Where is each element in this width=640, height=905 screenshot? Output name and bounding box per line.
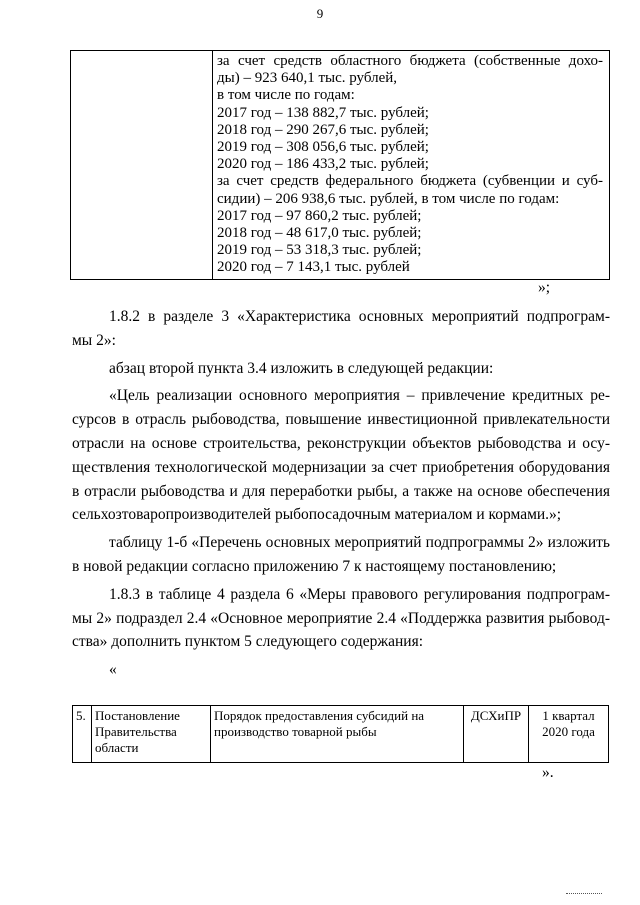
funding-line: в том числе по годам: xyxy=(217,87,355,104)
paragraph-line: мы 2»: xyxy=(72,331,116,349)
paragraph-line: отрасли на основе строительства, реконструкции объектов рыбоводства и осу- xyxy=(72,434,610,452)
paragraph-line: мы 2» подраздел 2.4 «Основное мероприятие 2.4 «Поддержка развития рыбовод- xyxy=(72,609,610,627)
cell-deadline: 1 квартал 2020 года xyxy=(529,706,609,763)
cell-subject: Порядок предоставления субсидий на производство товарной рыбы xyxy=(211,706,464,763)
funding-line: 2020 год – 7 143,1 тыс. рублей xyxy=(217,259,410,276)
scan-mark xyxy=(566,893,602,896)
paragraph-line: в отрасли рыбоводства и для переработки рыбы, а также на основе обеспечения xyxy=(72,482,610,500)
paragraph-line: в новой редакции согласно приложению 7 к настоящему постановлению; xyxy=(72,557,557,575)
paragraph-line: ства» дополнить пунктом 5 следующего содержания: xyxy=(72,633,424,651)
funding-line: сидии) – 206 938,6 тыс. рублей, в том числе по годам: xyxy=(217,190,560,207)
measures-table-closing-mark: ». xyxy=(542,764,554,781)
funding-line: ды) – 923 640,1 тыс. рублей, xyxy=(217,70,398,87)
cell-document-type: Постановление Правительства области xyxy=(92,706,211,763)
paragraph-line: «Цель реализации основного мероприятия – привлечение кредитных ре- xyxy=(109,387,610,405)
body-text xyxy=(72,305,610,682)
funding-line: 2019 год – 308 056,6 тыс. рублей; xyxy=(217,139,429,156)
funding-table xyxy=(70,50,610,280)
measures-table xyxy=(72,705,609,763)
paragraph-line: сельхозтоваропроизводителей рыбопосадочным материалом и кормами.»; xyxy=(72,506,562,524)
paragraph-line: ществления технологической модернизации за счет приобретения оборудования xyxy=(72,458,610,476)
paragraph-line: 1.8.3 в таблице 4 раздела 6 «Меры правового регулирования подпрограм- xyxy=(109,585,610,603)
open-quote: « xyxy=(109,661,117,679)
funding-line: 2017 год – 138 882,7 тыс. рублей; xyxy=(217,104,429,121)
funding-table-closing-mark: »; xyxy=(538,279,551,296)
funding-line: за счет средств федерального бюджета (субвенции и суб- xyxy=(217,173,603,190)
cell-number: 5. xyxy=(73,706,92,763)
funding-line: 2017 год – 97 860,2 тыс. рублей; xyxy=(217,207,422,224)
paragraph-line: сурсов в отрасль рыбоводства, повышение инвестиционной привлекательности xyxy=(72,411,610,429)
funding-line: 2018 год – 290 267,6 тыс. рублей; xyxy=(217,121,429,138)
funding-table-label-cell xyxy=(71,51,213,280)
page-number: 9 xyxy=(316,6,324,21)
cell-executor: ДСХиПР xyxy=(464,706,529,763)
funding-line: за счет средств областного бюджета (собственные дохо- xyxy=(217,53,603,69)
funding-table-value-cell xyxy=(213,51,610,280)
paragraph-line: таблицу 1-б «Перечень основных мероприятий подпрограммы 2» изложить xyxy=(109,534,610,552)
funding-line: 2020 год – 186 433,2 тыс. рублей; xyxy=(217,156,429,173)
paragraph-line: 1.8.2 в разделе 3 «Характеристика основных мероприятий подпрограм- xyxy=(109,308,610,325)
table-row xyxy=(73,706,609,763)
paragraph-line: абзац второй пункта 3.4 изложить в следующей редакции: xyxy=(109,359,494,377)
funding-line: 2019 год – 53 318,3 тыс. рублей; xyxy=(217,242,422,259)
funding-line: 2018 год – 48 617,0 тыс. рублей; xyxy=(217,225,422,242)
